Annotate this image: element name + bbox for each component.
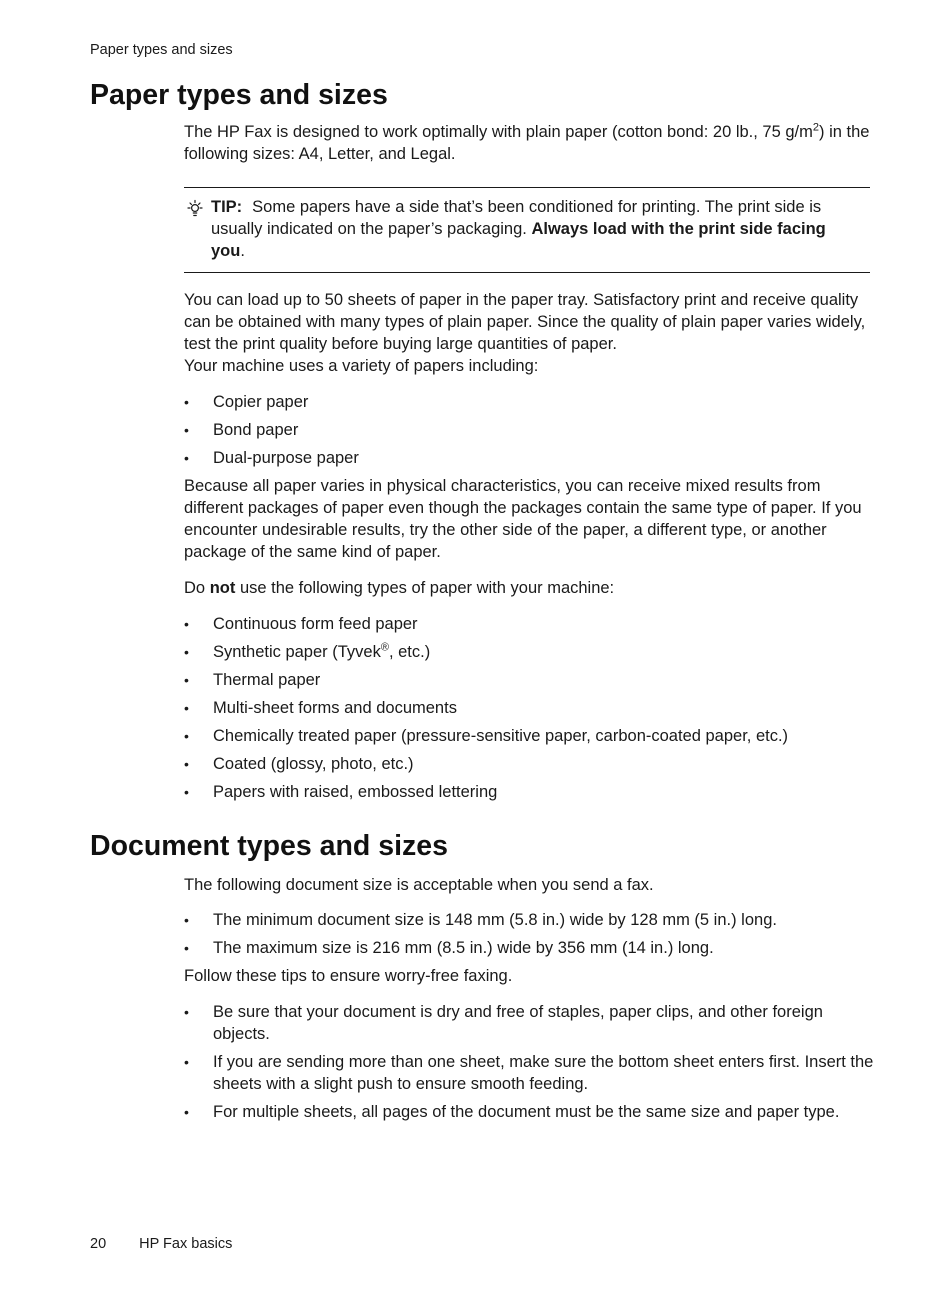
- paper-types-list: [184, 391, 874, 475]
- paper-intro: [184, 121, 874, 165]
- list-item-tail: , etc.): [388, 643, 431, 661]
- tip-lightbulb-icon: [184, 198, 206, 220]
- list-item-text: Synthetic paper (Tyvek: [213, 643, 381, 661]
- do-not-pre: Do: [184, 579, 206, 597]
- list-item: • The maximum size is 216 mm (8.5 in.) wide by 356 mm (14 in.) long.: [184, 937, 874, 959]
- list-item: [184, 641, 874, 663]
- list-item: • Continuous form feed paper: [184, 613, 874, 635]
- list-item: • Chemically treated paper (pressure-sensitive paper, carbon-coated paper, etc.): [184, 725, 874, 747]
- list-item: • Multi-sheet forms and documents: [184, 697, 874, 719]
- faxing-tips-list: [184, 1001, 874, 1129]
- registered-mark: ®: [380, 641, 389, 654]
- list-item: • If you are sending more than one sheet, make sure the bottom sheet enters first. Insert the sheets with a slight push to ensure smooth feeding.: [184, 1051, 874, 1095]
- tip-box: [184, 187, 870, 273]
- running-header: Paper types and sizes: [90, 42, 233, 58]
- paper-intro-tail: ) in the following sizes: A4, Letter, and Legal.: [184, 123, 870, 163]
- list-item: • Bond paper: [184, 419, 874, 441]
- list-item: • Dual-purpose paper: [184, 447, 874, 469]
- section-heading-document: Document types and sizes: [90, 830, 448, 862]
- list-item: • The minimum document size is 148 mm (5.8 in.) wide by 128 mm (5 in.) long.: [184, 909, 874, 931]
- page-number: 20: [90, 1236, 107, 1252]
- paper-capacity-text: You can load up to 50 sheets of paper in the paper tray. Satisfactory print and receive quality can be obtained with many types of plain paper. Since the quality of plain paper varies widely, test the print quality before buying large quantities of paper.: [184, 291, 866, 353]
- superscript-2: 2: [812, 121, 819, 134]
- do-not-post: use the following types of paper with your machine:: [239, 579, 615, 597]
- tip-emphasis: Always load with the print side facing you: [211, 220, 826, 260]
- tip-text: [211, 196, 861, 262]
- faxing-tips-intro: Follow these tips to ensure worry-free faxing.: [184, 967, 513, 985]
- paper-variation-text: Because all paper varies in physical characteristics, you can receive mixed results from different packages of paper even though the packages contain the same type of paper. If you encounter undesirable results, try the other side of the paper, a different type, or another package of the same kind of paper.: [184, 477, 862, 561]
- document-intro: The following document size is acceptable when you send a fax.: [184, 876, 654, 894]
- paper-intro-text: The HP Fax is designed to work optimally with plain paper (cotton bond: 20 lb., 75 g/m: [184, 123, 813, 141]
- tip-body: Some papers have a side that’s been conditioned for printing. The print side is usually indicated on the paper’s packaging.: [211, 198, 822, 238]
- list-item: • Copier paper: [184, 391, 874, 413]
- list-item: • Papers with raised, embossed lettering: [184, 781, 874, 803]
- paper-variety-text: Your machine uses a variety of papers including:: [184, 357, 539, 375]
- avoid-paper-list: [184, 613, 874, 809]
- list-item: • Thermal paper: [184, 669, 874, 691]
- page-footer: [90, 1236, 232, 1252]
- tip-period: .: [240, 242, 245, 260]
- document-size-list: [184, 909, 874, 965]
- list-item: • Be sure that your document is dry and free of staples, paper clips, and other foreign objects.: [184, 1001, 874, 1045]
- section-heading-paper: Paper types and sizes: [90, 79, 388, 111]
- list-item: • Coated (glossy, photo, etc.): [184, 753, 874, 775]
- do-not-emphasis: not: [209, 579, 236, 597]
- list-item: • For multiple sheets, all pages of the document must be the same size and paper type.: [184, 1101, 874, 1123]
- do-not-use-text: [184, 577, 874, 599]
- tip-label: TIP:: [211, 198, 243, 216]
- footer-section-title: HP Fax basics: [139, 1236, 233, 1252]
